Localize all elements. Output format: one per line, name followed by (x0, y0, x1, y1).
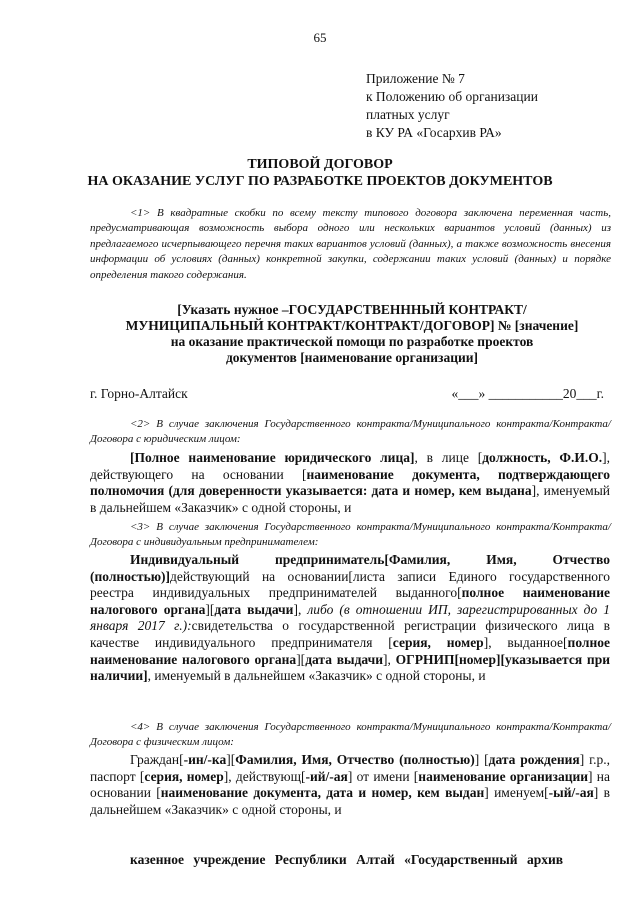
legal-position-fio: должность, Ф.И.О. (482, 450, 603, 465)
page-number: 65 (313, 30, 327, 45)
footnote-1 (90, 206, 611, 283)
contract-heading (92, 302, 612, 366)
paragraph-legal-entity: [Полное наименование юридического лица], в лице [должность, Ф.И.О.], действующего на основании [наименование документа, подтверждающего полномочия (для доверенности указывается: дата и номер, кем выдана], именуемый в дальнейшем «Заказчик» с одной стороны, и (90, 450, 610, 515)
individual-fio: Фамилия, Имя, Отчество (полностью) (235, 752, 475, 767)
footnote-4-text: <4> В случае заключения Государственного контракта/Муниципального контракта/Контракта/Договора с физическим лицом: (90, 721, 611, 749)
appendix-line-4: в КУ РА «Госархив РА» (366, 125, 502, 140)
paragraph-individual: Граждан[-ин/-ка][Фамилия, Имя, Отчество (полностью)] [дата рождения] г.р., паспорт [серия, номер], действующ[-ий/-ая] от имени [наименование организации] на основании [наименование документа, дата и номер, кем выдан] именуем[-ый/-ая] в дальнейшем «Заказчик» с одной стороны, и (90, 752, 610, 817)
city: г. Горно-Алтайск (90, 386, 188, 401)
legal-entity-name: [Полное наименование юридического лица] (130, 450, 415, 465)
footnote-3 (90, 520, 611, 551)
title-line-2: НА ОКАЗАНИЕ УСЛУГ ПО РАЗРАБОТКЕ ПРОЕКТОВ ДОКУМЕНТОВ (87, 174, 553, 189)
contract-heading-line-2: МУНИЦИПАЛЬНЫЙ КОНТРАКТ/КОНТРАКТ/ДОГОВОР] № [значение] (125, 318, 579, 333)
contract-date: «___» ___________20___г. (451, 386, 604, 401)
entrepreneur-name: Индивидуальный предприниматель[Фамилия, Имя, Отчество (полностью)] (90, 552, 610, 584)
entrepreneur-ogrnip: ОГРНИП[номер][указывается при наличии] (90, 651, 610, 684)
footnote-2-text: <2> В случае заключения Государственного контракта/Муниципального контракта/Контракта/Договора с юридическим лицом: (90, 418, 611, 446)
archive-name: казенное учреждение Республики Алтай «Государственный архив (130, 852, 564, 867)
legal-authority-document: наименование документа, подтверждающего полномочия (для доверенности указывается: дата и номер, кем выдана (90, 466, 610, 499)
contract-heading-line-3: на оказание практической помощи по разработке проектов (170, 334, 534, 349)
contract-heading-line-1: [Указать нужное –ГОСУДАРСТВЕНННЫЙ КОНТРАКТ/ (177, 302, 527, 317)
appendix-line-1: Приложение № 7 (366, 71, 465, 86)
contract-heading-line-4: документов [наименование организации] (225, 350, 479, 365)
document-title (60, 156, 580, 190)
appendix-line-3: платных услуг (366, 107, 450, 122)
appendix-line-2: к Положению об организации (366, 89, 538, 104)
city-date-line (90, 386, 610, 404)
footnote-3-text: <3> В случае заключения Государственного контракта/Муниципального контракта/Контракта/Договора с индивидуальным предпринимателем: (90, 521, 611, 549)
title-line-1: ТИПОВОЙ ДОГОВОР (247, 157, 393, 172)
appendix-block (366, 70, 538, 142)
paragraph-archive (90, 852, 610, 869)
paragraph-entrepreneur: Индивидуальный предприниматель[Фамилия, Имя, Отчество (полностью)]действующий на основании[листа записи Единого государственного реестра индивидуальных предпринимателей выданного[полное наименование налогового органа][дата выдачи], либо (в отношении ИП, зарегистрированных до 1 января 2017 г.):свидетельства о государственной регистрации физического лица в качестве индивидуального предпринимателя [серия, номер], выданное[полное наименование налогового органа][дата выдачи], ОГРНИП[номер][указывается при наличии], именуемый в дальнейшем «Заказчик» с одной стороны, и (90, 552, 610, 684)
footnote-1-text: <1> В квадратные скобки по всему тексту типового договора заключена переменная часть, предусматривающая возможность выбора одного или нескольких вариантов условий (данных) из предлагаемого исчерпывающего перечня таких вариантов условий (данных), а также возможность внесения информации об условиях (данных) конкретной закупки, содержании таких условий (данных) и порядке определения такого содержания. (90, 207, 611, 281)
footnote-2 (90, 417, 611, 448)
footnote-4 (90, 720, 611, 751)
